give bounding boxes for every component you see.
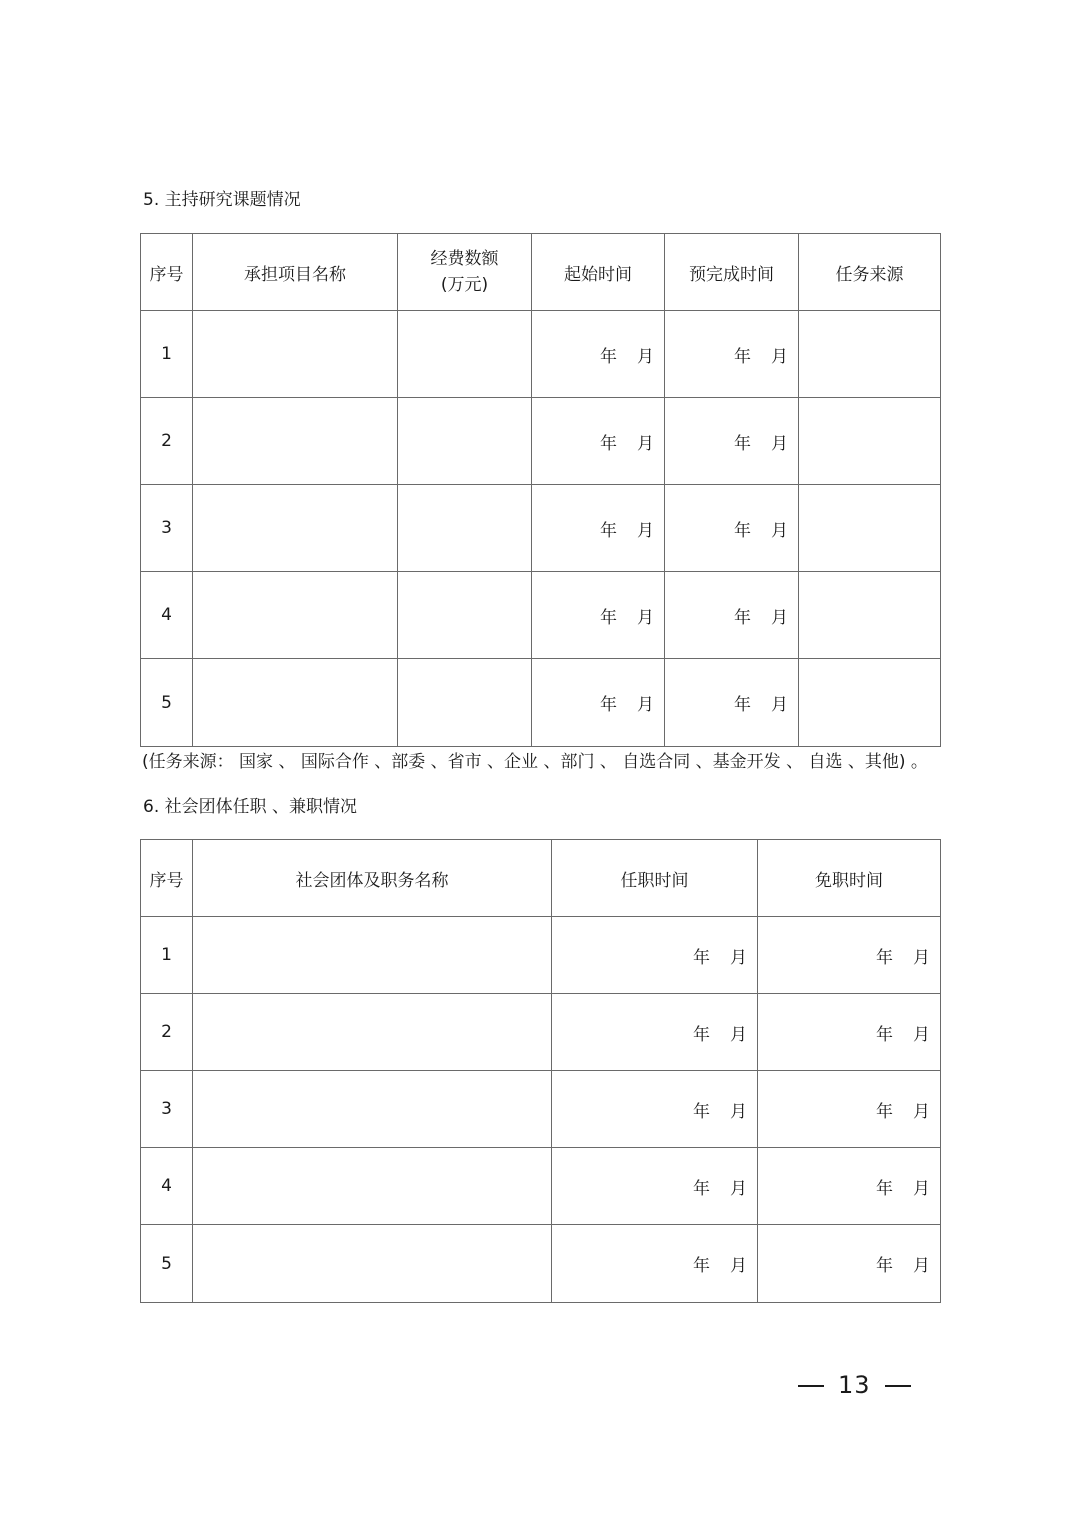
dismissal-time-cell[interactable]: 年 月: [758, 917, 941, 994]
table-header-row: [141, 840, 941, 917]
start-time-cell[interactable]: 年 月: [532, 398, 665, 485]
table-row: [141, 1225, 941, 1303]
table-row: [141, 1071, 941, 1148]
task-source-cell[interactable]: [799, 659, 941, 747]
row-index: 2: [141, 398, 193, 485]
page-number-dash-right: [885, 1385, 911, 1387]
organization-position-cell[interactable]: [193, 1225, 552, 1303]
end-time-cell[interactable]: 年 月: [665, 311, 799, 398]
organization-position-cell[interactable]: [193, 917, 552, 994]
page-number-dash-left: [798, 1385, 824, 1387]
task-source-note: (任务来源： 国家 、 国际合作 、部委 、省市 、企业 、部门 、 自选合同 、基金开发 、 自选 、其他) 。: [142, 752, 928, 772]
task-source-cell[interactable]: [799, 311, 941, 398]
table-row: [141, 917, 941, 994]
dismissal-time-cell[interactable]: 年 月: [758, 994, 941, 1071]
appointment-time-cell[interactable]: 年 月: [552, 1071, 758, 1148]
dismissal-time-cell[interactable]: 年 月: [758, 1071, 941, 1148]
table-row: [141, 311, 941, 398]
appointment-time-cell[interactable]: 年 月: [552, 1225, 758, 1303]
table-row: [141, 1148, 941, 1225]
row-index: 1: [141, 917, 193, 994]
end-time-cell[interactable]: 年 月: [665, 659, 799, 747]
start-time-cell[interactable]: 年 月: [532, 572, 665, 659]
table-row: [141, 572, 941, 659]
funding-label: 经费数额: [430, 249, 499, 269]
dismissal-time-cell[interactable]: 年 月: [758, 1148, 941, 1225]
row-index: 1: [141, 311, 193, 398]
table-row: [141, 659, 941, 747]
col-header-organization-position: 社会团体及职务名称: [193, 840, 552, 917]
project-name-cell[interactable]: [193, 659, 398, 747]
appointment-time-cell[interactable]: 年 月: [552, 917, 758, 994]
col-header-expected-end: 预完成时间: [665, 234, 799, 311]
organization-position-cell[interactable]: [193, 994, 552, 1071]
appointment-time-cell[interactable]: 年 月: [552, 1148, 758, 1225]
funding-cell[interactable]: [398, 398, 532, 485]
task-source-cell[interactable]: [799, 398, 941, 485]
funding-cell[interactable]: [398, 485, 532, 572]
end-time-cell[interactable]: 年 月: [665, 398, 799, 485]
table-row: [141, 994, 941, 1071]
row-index: 4: [141, 1148, 193, 1225]
funding-cell[interactable]: [398, 659, 532, 747]
start-time-cell[interactable]: 年 月: [532, 485, 665, 572]
project-name-cell[interactable]: [193, 572, 398, 659]
row-index: 5: [141, 659, 193, 747]
col-header-dismissal-time: 免职时间: [758, 840, 941, 917]
page-number: [798, 1370, 911, 1400]
organization-position-cell[interactable]: [193, 1071, 552, 1148]
funding-cell[interactable]: [398, 572, 532, 659]
row-index: 4: [141, 572, 193, 659]
table-row: [141, 485, 941, 572]
col-header-appointment-time: 任职时间: [552, 840, 758, 917]
row-index: 3: [141, 1071, 193, 1148]
section-6-title: 6. 社会团体任职 、兼职情况: [143, 797, 358, 817]
section-5-title: 5. 主持研究课题情况: [143, 190, 301, 210]
col-header-project-name: 承担项目名称: [193, 234, 398, 311]
social-positions-table: [140, 839, 941, 1303]
funding-cell[interactable]: [398, 311, 532, 398]
project-name-cell[interactable]: [193, 398, 398, 485]
start-time-cell[interactable]: 年 月: [532, 311, 665, 398]
row-index: 2: [141, 994, 193, 1071]
col-header-task-source: 任务来源: [799, 234, 941, 311]
appointment-time-cell[interactable]: 年 月: [552, 994, 758, 1071]
task-source-cell[interactable]: [799, 485, 941, 572]
row-index: 5: [141, 1225, 193, 1303]
end-time-cell[interactable]: 年 月: [665, 485, 799, 572]
research-projects-table: [140, 233, 941, 747]
project-name-cell[interactable]: [193, 311, 398, 398]
table-row: [141, 398, 941, 485]
page-number-value: 13: [838, 1371, 871, 1399]
col-header-index: 序号: [141, 234, 193, 311]
organization-position-cell[interactable]: [193, 1148, 552, 1225]
col-header-start-time: 起始时间: [532, 234, 665, 311]
table-header-row: [141, 234, 941, 311]
col-header-funding: [398, 234, 532, 311]
dismissal-time-cell[interactable]: 年 月: [758, 1225, 941, 1303]
task-source-cell[interactable]: [799, 572, 941, 659]
end-time-cell[interactable]: 年 月: [665, 572, 799, 659]
project-name-cell[interactable]: [193, 485, 398, 572]
col-header-index: 序号: [141, 840, 193, 917]
start-time-cell[interactable]: 年 月: [532, 659, 665, 747]
row-index: 3: [141, 485, 193, 572]
funding-unit: (万元): [440, 275, 489, 295]
